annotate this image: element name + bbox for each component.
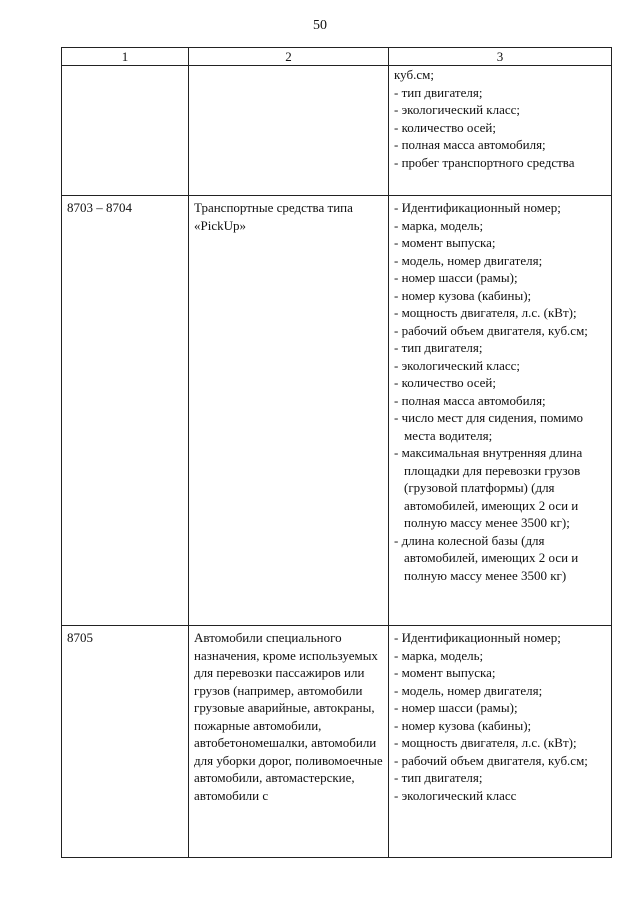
spec-item: - номер шасси (рамы);	[394, 270, 518, 285]
spec-item: - число мест для сидения, помимо места водителя;	[394, 410, 584, 443]
spec-item: - пробег транспортного средства	[394, 154, 575, 170]
specs-list	[394, 66, 607, 171]
spec-item: - количество осей;	[394, 119, 496, 135]
column-header-1: 1	[62, 48, 189, 66]
spec-item: - марка, модель;	[394, 217, 484, 233]
spec-item: - номер шасси (рамы);	[394, 700, 518, 715]
spec-item: - Идентификационный номер;	[394, 630, 561, 645]
specs-cell	[389, 66, 612, 196]
spec-item: - номер кузова (кабины);	[394, 287, 532, 303]
spec-item: - длина колесной базы (для автомобилей, имеющих 2 оси и полную массу менее 3500 кг)	[394, 532, 579, 583]
spec-item: - максимальная внутренняя длина площадки для перевозки грузов (грузовой платформы) (для автомобилей, имеющих 2 оси и полную массу менее 3500 кг);	[394, 445, 583, 530]
spec-item: - экологический класс	[394, 787, 517, 803]
column-header-3: 3	[389, 48, 612, 66]
page-number: 50	[313, 18, 327, 33]
spec-item: - момент выпуска;	[394, 665, 496, 680]
hs-code-cell: 8705	[62, 626, 189, 858]
specs-cell	[389, 196, 612, 626]
spec-item: - полная масса автомобиля;	[394, 137, 546, 152]
spec-item: - тип двигателя;	[394, 340, 483, 355]
spec-item: - экологический класс;	[394, 357, 521, 373]
spec-item: - рабочий объем двигателя, куб.см;	[394, 752, 588, 768]
spec-item: - номер кузова (кабины);	[394, 717, 532, 733]
specs-list	[394, 629, 607, 804]
spec-item: - тип двигателя;	[394, 770, 483, 785]
spec-item: - количество осей;	[394, 375, 496, 390]
table-row	[62, 196, 612, 626]
column-header-2: 2	[189, 48, 389, 66]
hs-code-cell: 8703 – 8704	[62, 196, 189, 626]
spec-item: - мощность двигателя, л.с. (кВт);	[394, 735, 577, 750]
specs-cell	[389, 626, 612, 858]
hs-code-cell	[62, 66, 189, 196]
goods-spec-table	[61, 47, 612, 858]
spec-item: - момент выпуска;	[394, 235, 496, 250]
goods-name-cell: Автомобили специального назначения, кроме используемых для перевозки пассажиров или грузов (например, автомобили грузовые аварийные, автокраны, пожарные автомобили, автобетономешалки, автомобили для уборки дорог, поливомоечные автомобили, автомастерские, автомобили с	[189, 626, 389, 858]
spec-item: - мощность двигателя, л.с. (кВт);	[394, 305, 577, 320]
spec-item: - тип двигателя;	[394, 84, 483, 100]
spec-item: - полная масса автомобиля;	[394, 392, 546, 408]
specs-list	[394, 199, 607, 584]
spec-item: - модель, номер двигателя;	[394, 252, 543, 268]
spec-item: куб.см;	[394, 67, 434, 82]
table-row	[62, 626, 612, 858]
spec-item: - Идентификационный номер;	[394, 200, 561, 215]
table-header-row	[62, 48, 612, 66]
goods-name-cell: Транспортные средства типа «PickUp»	[189, 196, 389, 626]
spec-item: - рабочий объем двигателя, куб.см;	[394, 322, 588, 338]
goods-name-cell	[189, 66, 389, 196]
spec-item: - марка, модель;	[394, 647, 484, 663]
spec-item: - экологический класс;	[394, 102, 521, 117]
spec-item: - модель, номер двигателя;	[394, 682, 543, 698]
table-row	[62, 66, 612, 196]
